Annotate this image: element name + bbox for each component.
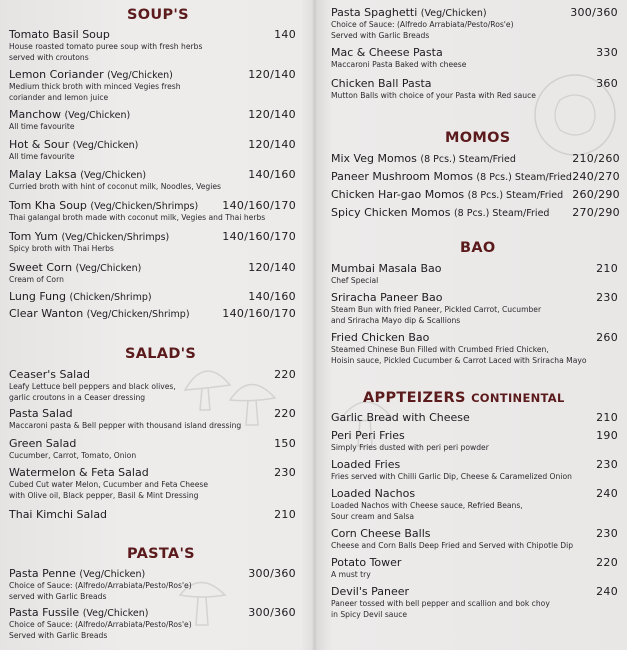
menu-item: [331, 206, 620, 219]
item-price: 240: [596, 487, 618, 500]
item-desc: with Olive oil, Black pepper, Basil & Mint Dressing: [9, 490, 199, 500]
menu-item: [9, 407, 296, 431]
right-column: [317, 0, 627, 650]
item-name: Mac & Cheese Pasta: [331, 46, 443, 59]
item-desc: coriander and lemon juice: [9, 92, 109, 102]
item-price: 120/140: [248, 261, 296, 274]
section-title-salads: SALAD'S: [125, 346, 197, 362]
menu-item: [9, 230, 296, 254]
menu-item: [9, 437, 296, 461]
item-price: 210: [274, 508, 296, 521]
item-name: Watermelon & Feta Salad: [9, 466, 149, 479]
menu-item: [9, 508, 296, 521]
item-desc: Served with Garlic Breads: [9, 630, 108, 640]
item-price: 260: [596, 331, 618, 344]
item-price: 140: [274, 28, 296, 41]
item-name: Sriracha Paneer Bao: [331, 291, 443, 304]
item-desc: Steam Bun with fried Paneer, Pickled Carrot, Cucumber: [331, 305, 542, 314]
item-name: Tom Kha Soup (Veg/Chicken/Shrimps): [9, 199, 199, 212]
menu-item: [331, 188, 620, 201]
item-price: 270/290: [572, 206, 620, 219]
item-desc: Mutton Balls with choice of your Pasta with Red sauce: [331, 91, 536, 100]
item-price: 230: [596, 458, 618, 471]
menu-item: [9, 138, 296, 162]
item-price: 140/160: [248, 290, 296, 303]
item-desc: Maccaroni pasta & Bell pepper with thousand island dressing: [9, 421, 242, 430]
item-name: Garlic Bread with Cheese: [331, 411, 470, 424]
item-desc: Chef Special: [331, 276, 379, 285]
item-name: Ceaser's Salad: [9, 368, 90, 381]
item-name: Mix Veg Momos (8 Pcs.) Steam/Fried: [331, 152, 516, 165]
item-price: 230: [596, 527, 618, 540]
menu-item: [9, 307, 296, 320]
item-name: Loaded Fries: [331, 458, 401, 471]
item-desc: Loaded Nachos with Cheese sauce, Refried Beans,: [331, 501, 523, 510]
section-title-soups: SOUP'S: [127, 7, 189, 23]
item-price: 120/140: [248, 108, 296, 121]
item-name: Fried Chicken Bao: [331, 331, 430, 344]
menu-item: [331, 77, 618, 101]
menu-item: [331, 527, 618, 551]
item-name: Paneer Mushroom Momos (8 Pcs.) Steam/Fried: [331, 170, 572, 183]
item-desc: Paneer tossed with bell pepper and scallion and bok choy: [331, 599, 550, 608]
item-name: Chicken Har-gao Momos (8 Pcs.) Steam/Fried: [331, 188, 564, 201]
item-desc: Hoisin sauce, Pickled Cucumber & Carrot Laced with Sriracha Mayo: [331, 355, 587, 365]
left-column: [0, 0, 312, 650]
item-desc: Curried broth with hint of coconut milk, Noodles, Vegies: [9, 182, 221, 191]
item-price: 120/140: [248, 68, 296, 81]
menu-item: [331, 429, 618, 453]
item-desc: Thai galangal broth made with coconut milk, Vegies and Thai herbs: [9, 213, 266, 222]
item-name: Spicy Chicken Momos (8 Pcs.) Steam/Fried: [331, 206, 550, 219]
item-name: Peri Peri Fries: [331, 429, 405, 442]
item-price: 240/270: [572, 170, 620, 183]
item-price: 220: [274, 407, 296, 420]
item-desc: All time favourite: [9, 152, 75, 161]
menu-item: [331, 411, 618, 424]
menu-item: [9, 108, 296, 132]
menu-item: [9, 168, 296, 192]
item-desc: All time favourite: [9, 122, 75, 131]
menu-item: [9, 368, 296, 403]
item-name: Corn Cheese Balls: [331, 527, 431, 540]
item-name: Sweet Corn (Veg/Chicken): [9, 261, 142, 274]
item-price: 210: [596, 411, 618, 424]
menu-item: [331, 458, 618, 482]
item-desc: Cubed Cut water Melon, Cucumber and Feta Cheese: [9, 480, 209, 489]
item-name: Pasta Salad: [9, 407, 73, 420]
item-name: Thai Kimchi Salad: [9, 508, 108, 521]
item-price: 140/160/170: [222, 199, 296, 212]
item-price: 330: [596, 46, 618, 59]
item-desc: Simply Fries dusted with peri peri powder: [331, 443, 489, 452]
item-price: 140/160: [248, 168, 296, 181]
menu-item: [9, 68, 296, 103]
item-name: Chicken Ball Pasta: [331, 77, 432, 90]
item-desc: Cheese and Corn Balls Deep Fried and Served with Chipotle Dip: [331, 541, 574, 550]
menu-item: [9, 199, 296, 223]
menu-item: [331, 262, 618, 286]
item-price: 120/140: [248, 138, 296, 151]
item-price: 260/290: [572, 188, 620, 201]
item-name: Manchow (Veg/Chicken): [9, 108, 131, 121]
item-desc: A must try: [331, 570, 371, 579]
item-price: 210: [596, 262, 618, 275]
item-desc: in Spicy Devil sauce: [331, 609, 408, 619]
item-price: 150: [274, 437, 296, 450]
item-desc: Sour cream and Salsa: [331, 511, 414, 521]
appetizers-title: APPTEIZERS: [363, 390, 466, 406]
menu-item: [331, 556, 618, 580]
menu-item: [9, 466, 296, 501]
item-name: Malay Laksa (Veg/Chicken): [9, 168, 147, 181]
item-desc: Choice of Sauce: (Alfredo Arrabiata/Pesto/Ros'e): [331, 20, 514, 29]
item-price: 300/360: [248, 567, 296, 580]
item-desc: Choice of Sauce: (Alfredo/Arrabiata/Pesto/Ros'e): [9, 620, 192, 629]
item-name: Pasta Penne (Veg/Chicken): [9, 567, 146, 580]
item-name: Pasta Spaghetti (Veg/Chicken): [331, 6, 487, 19]
item-price: 230: [596, 291, 618, 304]
item-name: Devil's Paneer: [331, 585, 410, 598]
item-price: 220: [274, 368, 296, 381]
item-desc: served with Garlic Breads: [9, 591, 107, 601]
item-desc: Maccaroni Pasta Baked with cheese: [331, 60, 467, 69]
item-desc: Choice of Sauce: (Alfredo/Arrabiata/Pesto/Ros'e): [9, 581, 192, 590]
item-desc: Cream of Corn: [9, 275, 64, 284]
menu-item: [331, 585, 618, 620]
menu-item: [9, 290, 296, 303]
menu-item: [331, 46, 618, 70]
menu-item: [9, 567, 296, 602]
item-price: 190: [596, 429, 618, 442]
menu-item: [9, 28, 296, 63]
item-name: Potato Tower: [331, 556, 402, 569]
item-name: Loaded Nachos: [331, 487, 416, 500]
item-price: 140/160/170: [222, 307, 296, 320]
item-desc: House roasted tomato puree soup with fresh herbs: [9, 42, 203, 51]
menu-item: [9, 606, 296, 641]
section-title-pastas: PASTA'S: [127, 546, 195, 562]
item-desc: Served with Garlic Breads: [331, 30, 430, 40]
menu-item: [331, 6, 618, 41]
item-name: Tomato Basil Soup: [9, 28, 110, 41]
appetizers-subtitle: CONTINENTAL: [471, 391, 565, 405]
item-name: Hot & Sour (Veg/Chicken): [9, 138, 139, 151]
item-desc: and Sriracha Mayo dip & Scallions: [331, 315, 461, 325]
menu-item: [331, 331, 618, 366]
menu-item: [331, 170, 620, 183]
menu-item: [331, 487, 618, 522]
item-desc: Spicy broth with Thai Herbs: [9, 244, 114, 253]
menu-item: [331, 291, 618, 326]
item-name: Lung Fung (Chicken/Shrimp): [9, 290, 152, 303]
item-name: Mumbai Masala Bao: [331, 262, 442, 275]
item-desc: Medium thick broth with minced Vegies fresh: [9, 82, 181, 91]
section-title-momos: MOMOS: [445, 130, 511, 146]
item-name: Clear Wanton (Veg/Chicken/Shrimp): [9, 307, 190, 320]
section-title-bao: BAO: [460, 240, 496, 256]
menu-item: [9, 261, 296, 285]
item-price: 210/260: [572, 152, 620, 165]
item-price: 240: [596, 585, 618, 598]
item-name: Lemon Coriander (Veg/Chicken): [9, 68, 173, 81]
item-price: 140/160/170: [222, 230, 296, 243]
item-desc: Steamed Chinese Bun Filled with Crumbed Fried Chicken,: [331, 345, 549, 354]
item-desc: served with croutons: [9, 52, 89, 62]
menu-item: [331, 152, 620, 165]
item-name: Green Salad: [9, 437, 77, 450]
item-price: 360: [596, 77, 618, 90]
item-desc: Cucumber, Carrot, Tomato, Onion: [9, 451, 137, 460]
item-price: 300/360: [248, 606, 296, 619]
item-price: 300/360: [570, 6, 618, 19]
item-name: Pasta Fussile (Veg/Chicken): [9, 606, 149, 619]
item-name: Tom Yum (Veg/Chicken/Shrimps): [9, 230, 170, 243]
item-price: 230: [274, 466, 296, 479]
item-price: 220: [596, 556, 618, 569]
section-title-appetizers: [363, 390, 565, 406]
item-desc: Leafy Lettuce bell peppers and black olives,: [9, 382, 176, 391]
item-desc: Fries served with Chilli Garlic Dip, Cheese & Caramelized Onion: [331, 472, 572, 481]
item-desc: garlic croutons in a Ceaser dressing: [9, 392, 146, 402]
